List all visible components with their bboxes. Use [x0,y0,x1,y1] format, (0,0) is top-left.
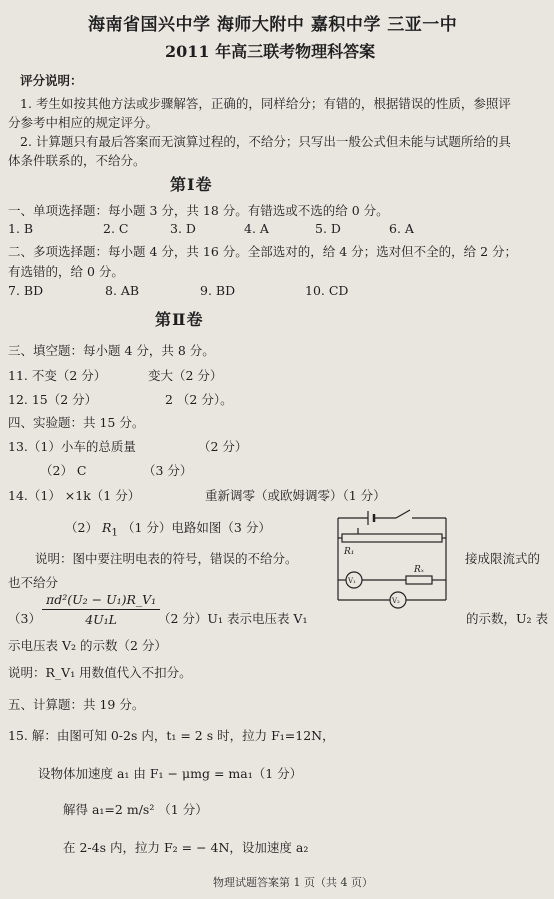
q14-part2-r-sub: 1 [111,526,118,539]
circuit-diagram [328,508,458,628]
notes-item1-b: 分参考中相应的规定评分。 [8,115,159,130]
multi-answer-8: 8. AB [105,283,140,298]
q14-part1-b: 重新调零（或欧姆调零）（1 分） [205,488,386,503]
notes-heading: 评分说明： [20,73,83,88]
q14-part3-right: 的示数，U₂ 表 [466,611,549,626]
notes-item1-a: 1. 考生如按其他方法或步骤解答，正确的，同样给分；有错的，根据错误的性质，参照评 [20,96,511,111]
q13-part2-score: （3 分） [143,463,193,478]
q14-part3-label: （3） [8,611,41,626]
multi-choice-heading: 二、多项选择题：每小题 4 分，共 16 分。全部选对的，给 4 分；选对但不全的，给 2 分； [8,244,518,259]
notes-item2-a: 2. 计算题只有最后答案而无演算过程的，不给分；只写出一般公式但未能与试题所给的具 [20,134,511,149]
q13-part1: 13.（1）小车的总质量 [8,439,136,454]
q11-answer-b: 变大（2 分） [148,368,223,383]
q14-part2 [65,518,271,539]
header-schools: 海南省国兴中学 海师大附中 嘉积中学 三亚一中 [88,15,458,35]
q14-part3-note: 说明：R_V₁ 用数值代入不扣分。 [8,665,192,680]
single-answer-2: 2. C [103,221,129,236]
q11-answer-a: 11. 不变（2 分） [8,368,107,383]
page-footer: 物理试题答案第 1 页（共 4 页） [213,876,373,889]
single-answer-5: 5. D [315,221,341,236]
notes-item2-b: 体条件联系的，不给分。 [8,153,146,168]
header-title: 2011 年高三联考物理科答案 [165,42,376,61]
part2-title: 第Ⅱ卷 [155,310,204,329]
multi-answer-10: 10. CD [305,283,349,298]
multi-answer-9: 9. BD [200,283,236,298]
multi-answer-7: 7. BD [8,283,44,298]
single-answer-4: 4. A [244,221,269,236]
q14-note-a: 说明：图中要注明电表的符号，错误的不给分。 [35,551,298,566]
label-r1: R₁ [344,547,355,557]
formula-resistivity [42,592,160,627]
experiment-heading: 四、实验题：共 15 分。 [8,415,145,430]
multi-choice-heading-b: 有选错的，给 0 分。 [8,264,124,279]
q14-note-right: 接成限流式的 [465,551,541,566]
resistor-rx [406,576,432,584]
formula-numerator: πd²(U₂ − U₁)R_V₁ [42,592,160,610]
q15-line-b: 设物体加速度 a₁ 由 F₁ − μmg = ma₁（1 分） [38,766,303,781]
switch [396,510,410,518]
q15-line-a: 15. 解：由图可知 0-2s 内，t₁ = 2 s 时，拉力 F₁=12N， [8,728,335,743]
label-rx: Rₓ [414,565,424,575]
single-answer-6: 6. A [389,221,414,236]
q14-note-b: 也不给分 [8,575,59,590]
q15-line-c: 解得 a₁=2 m/s² （1 分） [63,802,208,817]
q14-part2-r: R [101,520,112,535]
q15-line-d: 在 2-4s 内，拉力 F₂ = − 4N，设加速度 a₂ [63,840,309,855]
rheostat-r1 [342,534,442,542]
calc-heading: 五、计算题：共 19 分。 [8,697,145,712]
single-answer-3: 3. D [170,221,196,236]
q14-part3-b: 示电压表 V₂ 的示数（2 分） [8,638,167,653]
q14-part2-label: （2） [65,520,98,535]
q14-part3-text: （2 分）U₁ 表示电压表 V₁ [158,611,308,626]
q14-part2-text: （1 分）电路如图（3 分） [121,520,271,535]
label-v2: V₂ [392,597,400,605]
q14-part1: 14.（1） ×1k（1 分） [8,488,141,503]
fill-heading: 三、填空题：每小题 4 分，共 8 分。 [8,343,215,358]
label-v1: V₁ [348,577,356,585]
single-choice-heading: 一、单项选择题：每小题 3 分，共 18 分。有错选或不选的给 0 分。 [8,203,389,218]
q12-answer-a: 12. 15（2 分） [8,392,98,407]
q13-part2: （2） C [40,463,87,478]
q13-part1-score: （2 分） [198,439,248,454]
single-answer-1: 1. B [8,221,34,236]
formula-denominator: 4U₁L [85,612,117,627]
q12-answer-b: 2 （2 分）。 [165,392,233,407]
part1-title: 第Ⅰ卷 [170,175,213,194]
